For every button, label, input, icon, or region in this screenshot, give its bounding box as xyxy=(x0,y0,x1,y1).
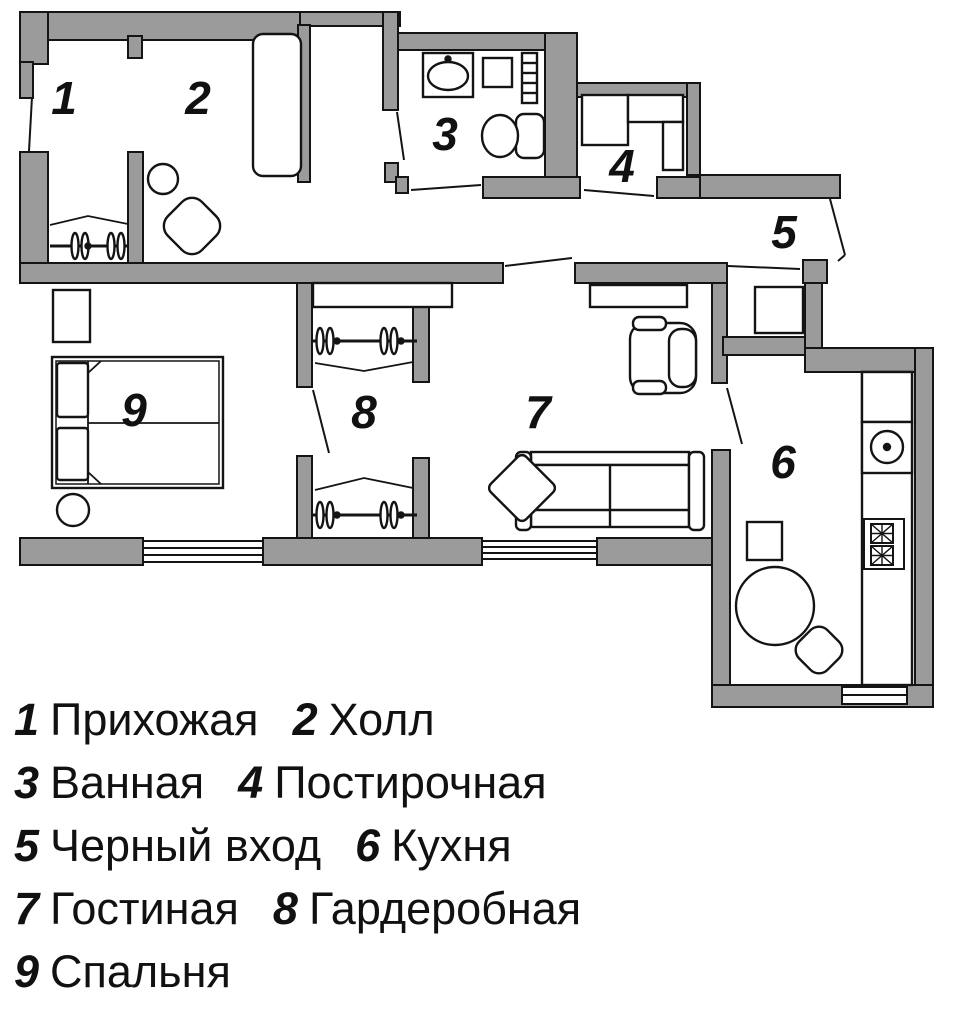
legend-item-3 xyxy=(14,757,204,808)
fridge xyxy=(862,372,912,422)
legend-item-name: Ванная xyxy=(50,757,205,808)
legend-item-name: Холл xyxy=(328,694,435,745)
vestibule-cabinet xyxy=(755,287,803,333)
armchair xyxy=(630,317,696,394)
room-label-7: 7 xyxy=(525,386,551,438)
wardrobe xyxy=(253,34,301,176)
room-label-5: 5 xyxy=(771,206,797,258)
legend-item-number: 4 xyxy=(238,757,264,808)
vestibule-door xyxy=(728,266,800,269)
legend-item-number: 1 xyxy=(14,694,40,745)
room-label-6: 6 xyxy=(770,436,796,488)
room-label-9: 9 xyxy=(121,384,147,436)
stool xyxy=(148,164,178,194)
legend-row xyxy=(14,757,954,820)
living-room-door xyxy=(505,258,572,266)
legend-item-9 xyxy=(14,946,231,997)
legend-item-number: 9 xyxy=(14,946,40,997)
pouf xyxy=(158,192,226,260)
legend-item-number: 7 xyxy=(14,883,40,934)
bedroom-door xyxy=(313,390,329,453)
stove xyxy=(864,519,904,569)
legend-item-name: Гостиная xyxy=(50,883,239,934)
legend-row xyxy=(14,694,954,757)
bedroom-window xyxy=(143,541,263,562)
legend-item-name: Гардеробная xyxy=(308,883,582,934)
legend-item-name: Черный вход xyxy=(50,820,322,871)
furniture xyxy=(50,34,912,685)
legend-item-8 xyxy=(273,883,581,934)
legend-item-name: Спальня xyxy=(50,946,231,997)
room-label-4: 4 xyxy=(609,140,635,192)
toilet xyxy=(482,114,544,158)
kitchen-door xyxy=(727,388,742,444)
legend-item-number: 6 xyxy=(355,820,381,871)
legend-item-6 xyxy=(355,820,511,871)
room-label-8: 8 xyxy=(351,386,377,438)
kitchen-chair xyxy=(747,522,782,560)
legend-item-7 xyxy=(14,883,239,934)
sink xyxy=(423,53,473,97)
legend-item-1 xyxy=(14,694,259,745)
wardrobe-room xyxy=(313,283,452,528)
kitchen-sink xyxy=(862,422,912,473)
legend-item-4 xyxy=(238,757,546,808)
room-label-1: 1 xyxy=(51,72,77,124)
back-entrance-door xyxy=(830,199,845,261)
niche-door xyxy=(397,112,404,160)
kitchen-table xyxy=(736,567,814,645)
nightstand xyxy=(53,290,90,342)
living-room-window xyxy=(482,541,597,559)
kitchen-furniture xyxy=(736,372,912,685)
washing-machine xyxy=(483,58,512,87)
legend-item-name: Кухня xyxy=(391,820,512,871)
legend-item-5 xyxy=(14,820,321,871)
legend-item-number: 2 xyxy=(292,694,318,745)
legend-item-number: 8 xyxy=(272,883,298,934)
entrance-door xyxy=(29,97,32,151)
room-label-3: 3 xyxy=(432,108,458,160)
duct-niche xyxy=(313,283,452,307)
legend xyxy=(14,694,954,1009)
legend-row xyxy=(14,883,954,946)
shelf xyxy=(590,285,687,307)
legend-item-name: Прихожая xyxy=(50,694,259,745)
bedroom-pouf xyxy=(57,494,89,526)
hall-closet xyxy=(50,216,128,259)
room-label-2: 2 xyxy=(185,72,211,124)
legend-item-2 xyxy=(293,694,435,745)
legend-row xyxy=(14,820,954,883)
legend-item-name: Постирочная xyxy=(274,757,547,808)
bathroom-door xyxy=(411,185,481,190)
shelves xyxy=(522,53,537,103)
legend-item-number: 5 xyxy=(14,820,40,871)
legend-item-number: 3 xyxy=(14,757,40,808)
legend-row xyxy=(14,946,954,1009)
